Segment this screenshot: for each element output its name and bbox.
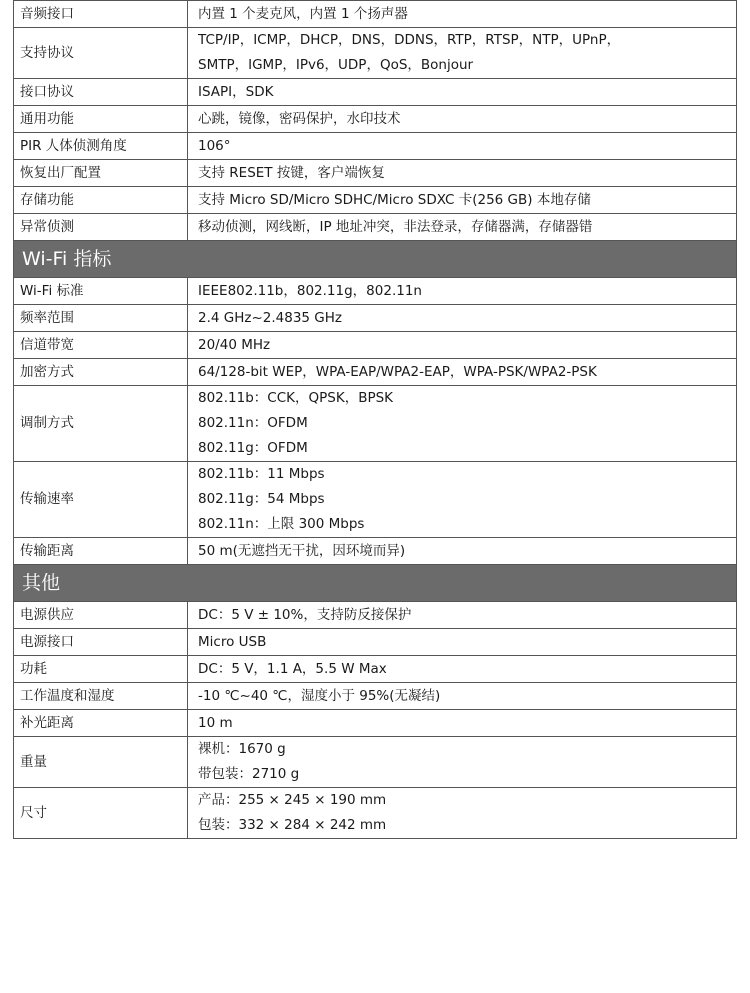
spec-value xyxy=(188,28,737,79)
spec-row xyxy=(14,278,737,305)
spec-value xyxy=(188,788,737,839)
section-wifi xyxy=(14,241,737,278)
spec-value-line: 带包装：2710 g xyxy=(198,766,300,782)
spec-label: 支持协议 xyxy=(14,28,188,79)
spec-value: ISAPI，SDK xyxy=(188,79,737,106)
spec-value-line: 802.11b：CCK，QPSK，BPSK xyxy=(198,390,394,406)
spec-label: 音频接口 xyxy=(14,1,188,28)
spec-label: 补光距离 xyxy=(14,710,188,737)
section-other-title: 其他 xyxy=(14,565,737,602)
spec-value-line: 包装：332 × 284 × 242 mm xyxy=(198,817,387,833)
spec-row xyxy=(14,629,737,656)
spec-row xyxy=(14,359,737,386)
spec-row xyxy=(14,788,737,839)
spec-value: -10 ℃~40 ℃，湿度小于 95%(无凝结) xyxy=(188,683,737,710)
spec-table-body xyxy=(14,1,737,839)
spec-value: DC：5 V ± 10%，支持防反接保护 xyxy=(188,602,737,629)
spec-label: 电源供应 xyxy=(14,602,188,629)
spec-label: 传输距离 xyxy=(14,538,188,565)
spec-row xyxy=(14,602,737,629)
spec-value: 支持 Micro SD/Micro SDHC/Micro SDXC 卡(256 GB) 本地存储 xyxy=(188,187,737,214)
spec-row xyxy=(14,160,737,187)
spec-value-line: 802.11n：上限 300 Mbps xyxy=(198,516,365,532)
spec-value-line: 裸机：1670 g xyxy=(198,741,286,757)
spec-row xyxy=(14,737,737,788)
spec-label: PIR 人体侦测角度 xyxy=(14,133,188,160)
spec-row xyxy=(14,710,737,737)
spec-label: 功耗 xyxy=(14,656,188,683)
spec-value: 心跳，镜像，密码保护，水印技术 xyxy=(188,106,737,133)
spec-label: 加密方式 xyxy=(14,359,188,386)
spec-value: Micro USB xyxy=(188,629,737,656)
spec-row xyxy=(14,683,737,710)
spec-value: DC：5 V，1.1 A，5.5 W Max xyxy=(188,656,737,683)
spec-value xyxy=(188,462,737,538)
spec-row xyxy=(14,386,737,462)
spec-row xyxy=(14,79,737,106)
spec-value: IEEE802.11b，802.11g，802.11n xyxy=(188,278,737,305)
spec-value: 内置 1 个麦克风，内置 1 个扬声器 xyxy=(188,1,737,28)
spec-value: 64/128-bit WEP，WPA-EAP/WPA2-EAP，WPA-PSK/WPA2-PSK xyxy=(188,359,737,386)
spec-value-line: 802.11b：11 Mbps xyxy=(198,466,325,482)
spec-label: Wi-Fi 标准 xyxy=(14,278,188,305)
spec-label: 异常侦测 xyxy=(14,214,188,241)
spec-value-line: SMTP，IGMP，IPv6，UDP，QoS，Bonjour xyxy=(198,57,474,73)
spec-value-line: 802.11g：OFDM xyxy=(198,440,308,456)
spec-label: 信道带宽 xyxy=(14,332,188,359)
spec-row xyxy=(14,28,737,79)
spec-label: 频率范围 xyxy=(14,305,188,332)
spec-row xyxy=(14,656,737,683)
spec-value-line: 802.11n：OFDM xyxy=(198,415,308,431)
section-wifi-title: Wi-Fi 指标 xyxy=(14,241,737,278)
spec-label: 重量 xyxy=(14,737,188,788)
spec-table xyxy=(13,0,737,839)
spec-value: 50 m(无遮挡无干扰，因环境而异) xyxy=(188,538,737,565)
spec-label: 工作温度和湿度 xyxy=(14,683,188,710)
spec-value: 2.4 GHz~2.4835 GHz xyxy=(188,305,737,332)
spec-label: 调制方式 xyxy=(14,386,188,462)
spec-value-line: 产品：255 × 245 × 190 mm xyxy=(198,792,387,808)
spec-row xyxy=(14,305,737,332)
spec-label: 尺寸 xyxy=(14,788,188,839)
spec-value-line: TCP/IP，ICMP，DHCP，DNS，DDNS，RTP，RTSP，NTP，UPnP， xyxy=(198,32,621,48)
spec-row xyxy=(14,332,737,359)
spec-label: 传输速率 xyxy=(14,462,188,538)
spec-label: 通用功能 xyxy=(14,106,188,133)
spec-row xyxy=(14,538,737,565)
spec-value: 移动侦测，网线断，IP 地址冲突，非法登录，存储器满，存储器错 xyxy=(188,214,737,241)
spec-row xyxy=(14,187,737,214)
spec-row xyxy=(14,133,737,160)
spec-value xyxy=(188,386,737,462)
spec-row xyxy=(14,462,737,538)
spec-sheet xyxy=(13,0,736,839)
spec-label: 恢复出厂配置 xyxy=(14,160,188,187)
spec-label: 存储功能 xyxy=(14,187,188,214)
spec-label: 接口协议 xyxy=(14,79,188,106)
spec-value: 10 m xyxy=(188,710,737,737)
spec-value: 支持 RESET 按键，客户端恢复 xyxy=(188,160,737,187)
spec-value: 106° xyxy=(188,133,737,160)
spec-label: 电源接口 xyxy=(14,629,188,656)
spec-value: 20/40 MHz xyxy=(188,332,737,359)
spec-value-line: 802.11g：54 Mbps xyxy=(198,491,325,507)
spec-row xyxy=(14,214,737,241)
section-other xyxy=(14,565,737,602)
spec-row xyxy=(14,1,737,28)
spec-value xyxy=(188,737,737,788)
spec-row xyxy=(14,106,737,133)
